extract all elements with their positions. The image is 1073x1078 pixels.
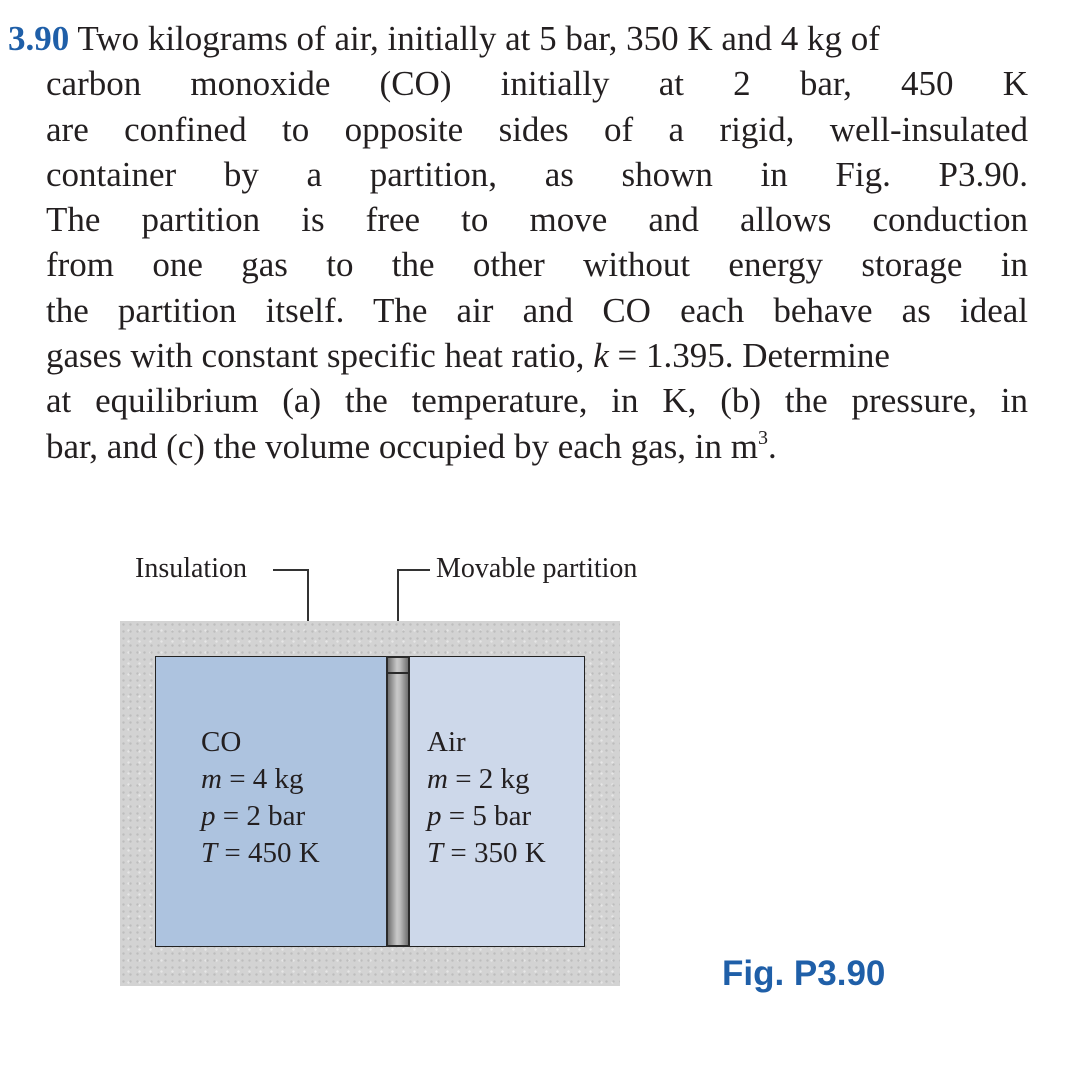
cube-exponent: 3 xyxy=(757,426,768,449)
air-properties xyxy=(427,724,546,872)
problem-line: the partition itself. The air and CO each behave as ideal xyxy=(46,290,1028,330)
problem-text: gases with constant specific heat ratio, xyxy=(46,336,594,376)
figure-caption: Fig. P3.90 xyxy=(722,954,886,993)
problem-statement xyxy=(8,16,1028,469)
insulation-label: Insulation xyxy=(135,553,247,584)
problem-line xyxy=(8,424,1028,469)
movable-partition xyxy=(386,656,410,947)
problem-text: . xyxy=(767,426,777,466)
problem-number: 3.90 xyxy=(8,19,70,58)
problem-line xyxy=(8,333,1028,378)
problem-line: at equilibrium (a) the temperature, in K, (b) the pressure, in xyxy=(46,381,1028,421)
co-temperature: T = 450 K xyxy=(201,837,320,869)
problem-text: = 1.395. Determine xyxy=(608,336,890,376)
partition-cap xyxy=(386,656,410,674)
problem-line xyxy=(8,16,1028,61)
co-pressure: p = 2 bar xyxy=(201,800,306,832)
problem-line: from one gas to the other without energy storage in xyxy=(46,245,1028,285)
air-temperature: T = 350 K xyxy=(427,837,546,869)
co-mass: m = 4 kg xyxy=(201,763,304,795)
partition-leader-line xyxy=(397,569,430,571)
air-pressure: p = 5 bar xyxy=(427,800,532,832)
problem-text: Two kilograms of air, initially at 5 bar, 350 K and 4 kg of xyxy=(69,19,880,58)
partition-label: Movable partition xyxy=(436,553,638,584)
air-mass: m = 2 kg xyxy=(427,763,530,795)
air-name: Air xyxy=(427,726,466,758)
problem-line: The partition is free to move and allows conduction xyxy=(46,200,1028,240)
co-name: CO xyxy=(201,726,242,758)
co-properties xyxy=(201,724,320,872)
problem-text: bar, and (c) the volume occupied by each gas, in m xyxy=(46,426,758,466)
problem-line: carbon monoxide (CO) initially at 2 bar, 450 K xyxy=(46,64,1028,104)
problem-line: are confined to opposite sides of a rigid, well-insulated xyxy=(46,109,1028,149)
problem-line: container by a partition, as shown in Fig. P3.90. xyxy=(46,154,1028,194)
insulation-leader-line xyxy=(273,569,309,571)
k-symbol: k xyxy=(593,336,609,376)
